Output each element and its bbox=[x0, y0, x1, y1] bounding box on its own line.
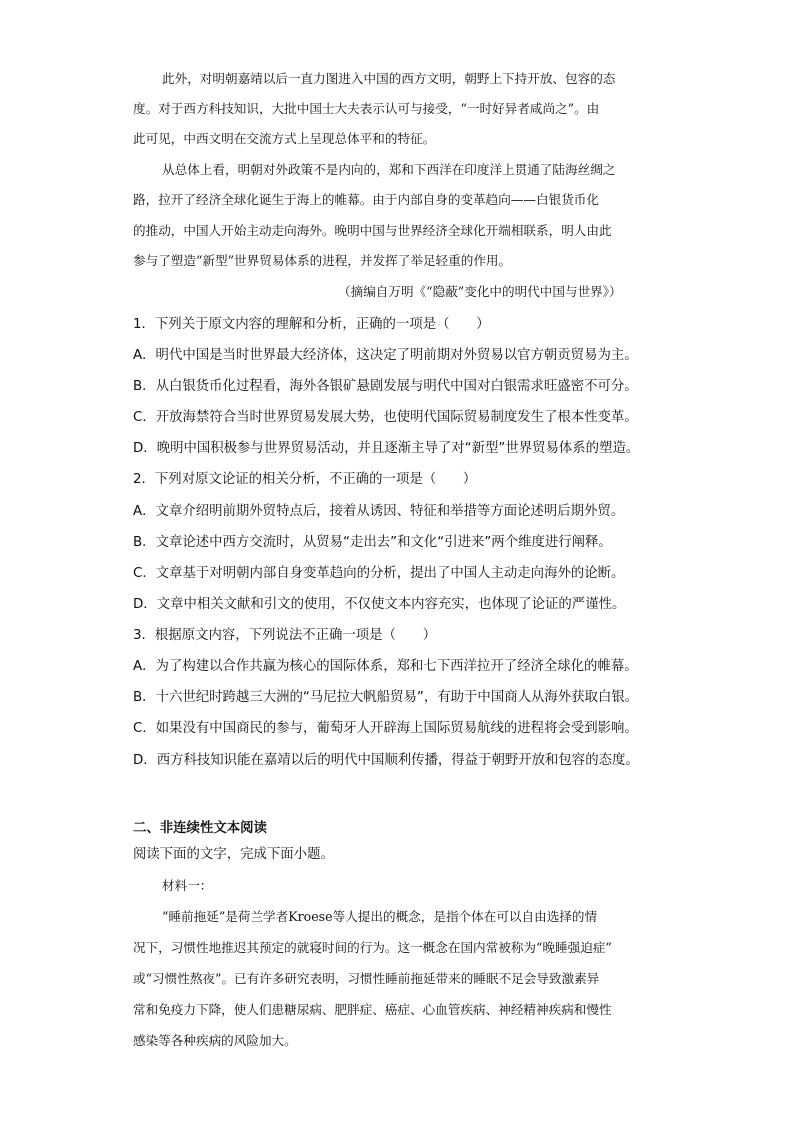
question-option: D．西方科技知识能在嘉靖以后的明代中国顺利传播，得益于朝野开放和包容的态度。 bbox=[133, 753, 639, 768]
question-option: A．文章介绍明前期外贸特点后，接着从诱因、特征和举措等方面论述明后期外贸。 bbox=[133, 504, 625, 519]
passage-line: 参与了塑造“新型”世界贸易体系的进程，并发挥了举足轻重的作用。 bbox=[133, 253, 512, 268]
question-stem: 2．下列对原文论证的相关分析，不正确的一项是（ ） bbox=[133, 472, 477, 487]
material-line: 况下，习惯性地推迟其预定的就寝时间的行为。这一概念在国内常被称为“晚睡强迫症” bbox=[133, 940, 612, 955]
question-option: C．开放海禁符合当时世界贸易发展大势，也使明代国际贸易制度发生了根本性变革。 bbox=[133, 410, 638, 425]
section-heading: 二、非连续性文本阅读 bbox=[133, 821, 267, 836]
question-option: B．文章论述中西方交流时，从贸易“走出去”和文化“引进来”两个维度进行阐释。 bbox=[133, 535, 612, 550]
question-option: B．从白银货币化过程看，海外各银矿悬剧发展与明代中国对白银需求旺盛密不可分。 bbox=[133, 379, 638, 394]
passage-line: 的推动，中国人开始主动走向海外。晚明中国与世界经济全球化开端相联系，明人由此 bbox=[133, 223, 612, 238]
question-option: B．十六世纪时跨越三大洲的“马尼拉大帆船贸易”，有助于中国商人从海外获取白银。 bbox=[133, 690, 639, 705]
passage-line: 度。对于西方科技知识，大批中国士大夫表示认可与接受，“一时好异者咸尚之”。由 bbox=[133, 101, 600, 116]
material-line: 感染等各种疾病的风险加大。 bbox=[133, 1033, 297, 1048]
question-stem: 1．下列关于原文内容的理解和分析，正确的一项是（ ） bbox=[133, 317, 490, 332]
question-stem: 3．根据原文内容，下列说法不正确一项是（ ） bbox=[133, 628, 437, 643]
source-citation: （摘编自万明《“隐蔽”变化中的明代中国与世界》） bbox=[338, 284, 622, 299]
passage-line: 此外，对明朝嘉靖以后一直力图进入中国的西方文明，朝野上下持开放、包容的态 bbox=[162, 71, 616, 86]
question-option: A．明代中国是当时世界最大经济体，这决定了明前期对外贸易以官方朝贡贸易为主。 bbox=[133, 348, 638, 363]
material-label: 材料一： bbox=[162, 878, 213, 893]
question-option: C．文章基于对明朝内部自身变革趋向的分析，提出了中国人主动走向海外的论断。 bbox=[133, 566, 625, 581]
question-option: C．如果没有中国商民的参与，葡萄牙人开辟海上国际贸易航线的进程将会受到影响。 bbox=[133, 721, 638, 736]
passage-line: 路，拉开了经济全球化诞生于海上的帷幕。由于内部自身的变革趋向——白银货币化 bbox=[133, 192, 599, 207]
material-line: 常和免疫力下降，使人们患糖尿病、肥胖症、癌症、心血管疾病、神经精神疾病和慢性 bbox=[133, 1002, 612, 1017]
question-option: D．文章中相关文献和引文的使用，不仅使文本内容充实，也体现了论证的严谨性。 bbox=[133, 597, 626, 612]
question-option: A．为了构建以合作共赢为核心的国际体系，郑和七下西洋拉开了经济全球化的帷幕。 bbox=[133, 659, 638, 674]
section-instruction: 阅读下面的文字，完成下面小题。 bbox=[133, 847, 334, 862]
passage-line: 此可见，中西文明在交流方式上呈现总体平和的特征。 bbox=[133, 131, 436, 146]
passage-line: 从总体上看，明朝对外政策不是内向的，郑和下西洋在印度洋上贯通了陆海丝绸之 bbox=[162, 162, 616, 177]
question-option: D．晚明中国积极参与世界贸易活动，并且逐渐主导了对“新型”世界贸易体系的塑造。 bbox=[133, 441, 640, 456]
material-line: 或“习惯性熬夜”。已有许多研究表明，习惯性睡前拖延带来的睡眠不足会导致激素异 bbox=[133, 971, 600, 986]
material-line: “睡前拖延”是荷兰学者Kroese等人提出的概念，是指个体在可以自由选择的情 bbox=[162, 909, 598, 924]
